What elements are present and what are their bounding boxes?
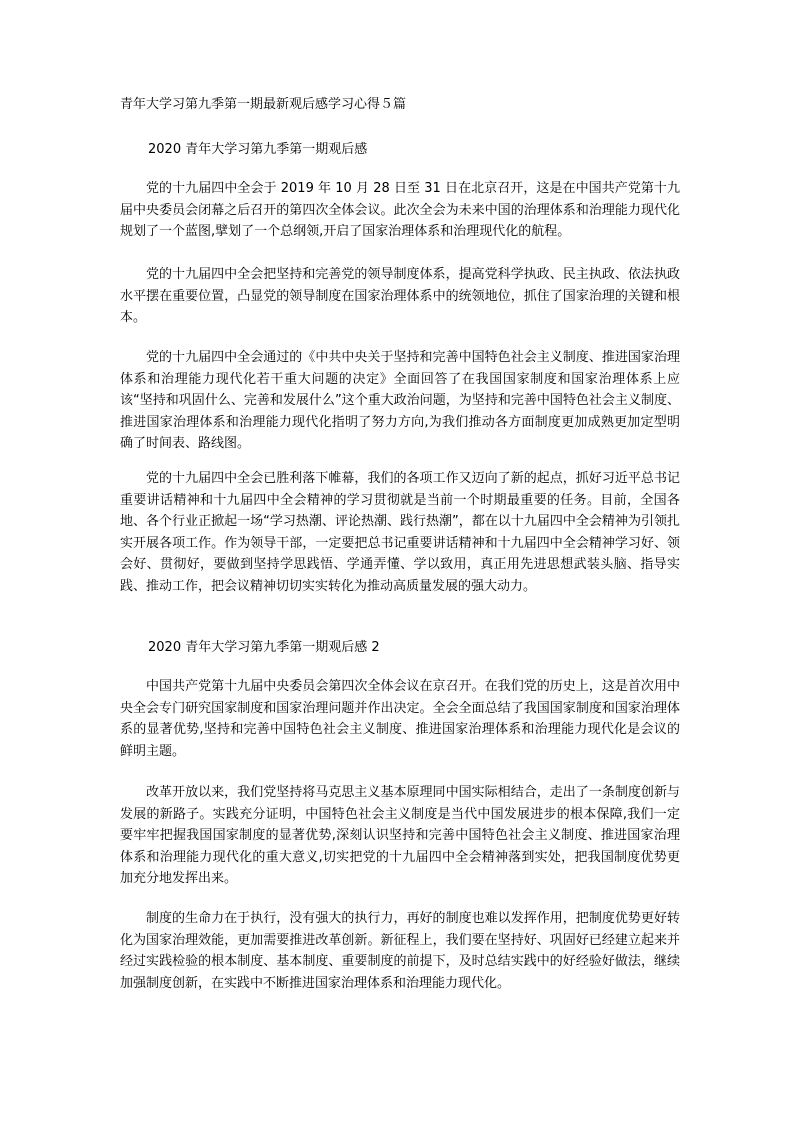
paragraph: 党的十九届四中全会通过的《中共中央关于坚持和完善中国特色社会主义制度、推进国家治理体系和治理能力现代化若干重大问题的决定》全面回答了在我国国家制度和国家治理体系上应该“坚持和巩固什么、完善和发展什么”这个重大政治问题，为坚持和完善中国特色社会主义制度、推进国家治理体系和治理能力现代化指明了努力方向,为我们推动各方面制度更加成熟更加定型明确了时间表、路线图。: [120, 350, 680, 451]
document-title: 青年大学习第九季第一期最新观后感学习心得５篇: [120, 97, 407, 112]
paragraph: 中国共产党第十九届中央委员会第四次全体会议在京召开。在我们党的历史上，这是首次用中央全会专门研究国家制度和国家治理问题并作出决定。全会全面总结了我国国家制度和国家治理体系的显著优势,坚持和完善中国特色社会主义制度、推进国家治理体系和治理能力现代化是会议的鲜明主题。: [120, 679, 680, 759]
section-heading-2: 2020 青年大学习第九季第一期观后感 2: [148, 640, 380, 655]
paragraph: 党的十九届四中全会把坚持和完善党的领导制度体系，提高党科学执政、民主执政、依法执政水平摆在重要位置，凸显党的领导制度在国家治理体系中的统领地位，抓住了国家治理的关键和根本。: [120, 267, 680, 325]
paragraph: 党的十九届四中全会已胜利落下帷幕，我们的各项工作又迈向了新的起点，抓好习近平总书记重要讲话精神和十九届四中全会精神的学习贯彻就是当前一个时期最重要的任务。目前，全国各地、各个行业正掀起一场“学习热潮、评论热潮、践行热潮”，都在以十九届四中全会精神为引领扎实开展各项工作。作为领导干部，一定要把总书记重要讲话精神和十九届四中全会精神学习好、领会好、贯彻好，要做到坚持学思践悟、学通弄懂、学以致用，真正用先进思想武装头脑、指导实践、推动工作，把会议精神切切实实转化为推动高质量发展的强大动力。: [120, 471, 680, 594]
section-heading-1: 2020 青年大学习第九季第一期观后感: [148, 142, 368, 157]
paragraph: 改革开放以来，我们党坚持将马克思主义基本原理同中国实际相结合，走出了一条制度创新与发展的新路子。实践充分证明，中国特色社会主义制度是当代中国发展进步的根本保障,我们一定要牢牢把握我国国家制度的显著优势,深刻认识坚持和完善中国特色社会主义制度、推进国家治理体系和治理能力现代化的重大意义,切实把党的十九届四中全会精神落到实处，把我国制度优势更加充分地发挥出来。: [120, 785, 680, 886]
paragraph: 制度的生命力在于执行，没有强大的执行力，再好的制度也难以发挥作用，把制度优势更好转化为国家治理效能，更加需要推进改革创新。新征程上，我们要在坚持好、巩固好已经建立起来并经过实践检验的根本制度、基本制度、重要制度的前提下，及时总结实践中的好经验好做法，继续加强制度创新，在实践中不断推进国家治理体系和治理能力现代化。: [120, 911, 680, 991]
paragraph: 党的十九届四中全会于 2019 年 10 月 28 日至 31 日在北京召开，这是在中国共产党第十九届中央委员会闭幕之后召开的第四次全体会议。此次全会为未来中国的治理体系和治理能力现代化规划了一个蓝图,擘划了一个总纲领,开启了国家治理体系和治理现代化的航程。: [120, 181, 680, 239]
